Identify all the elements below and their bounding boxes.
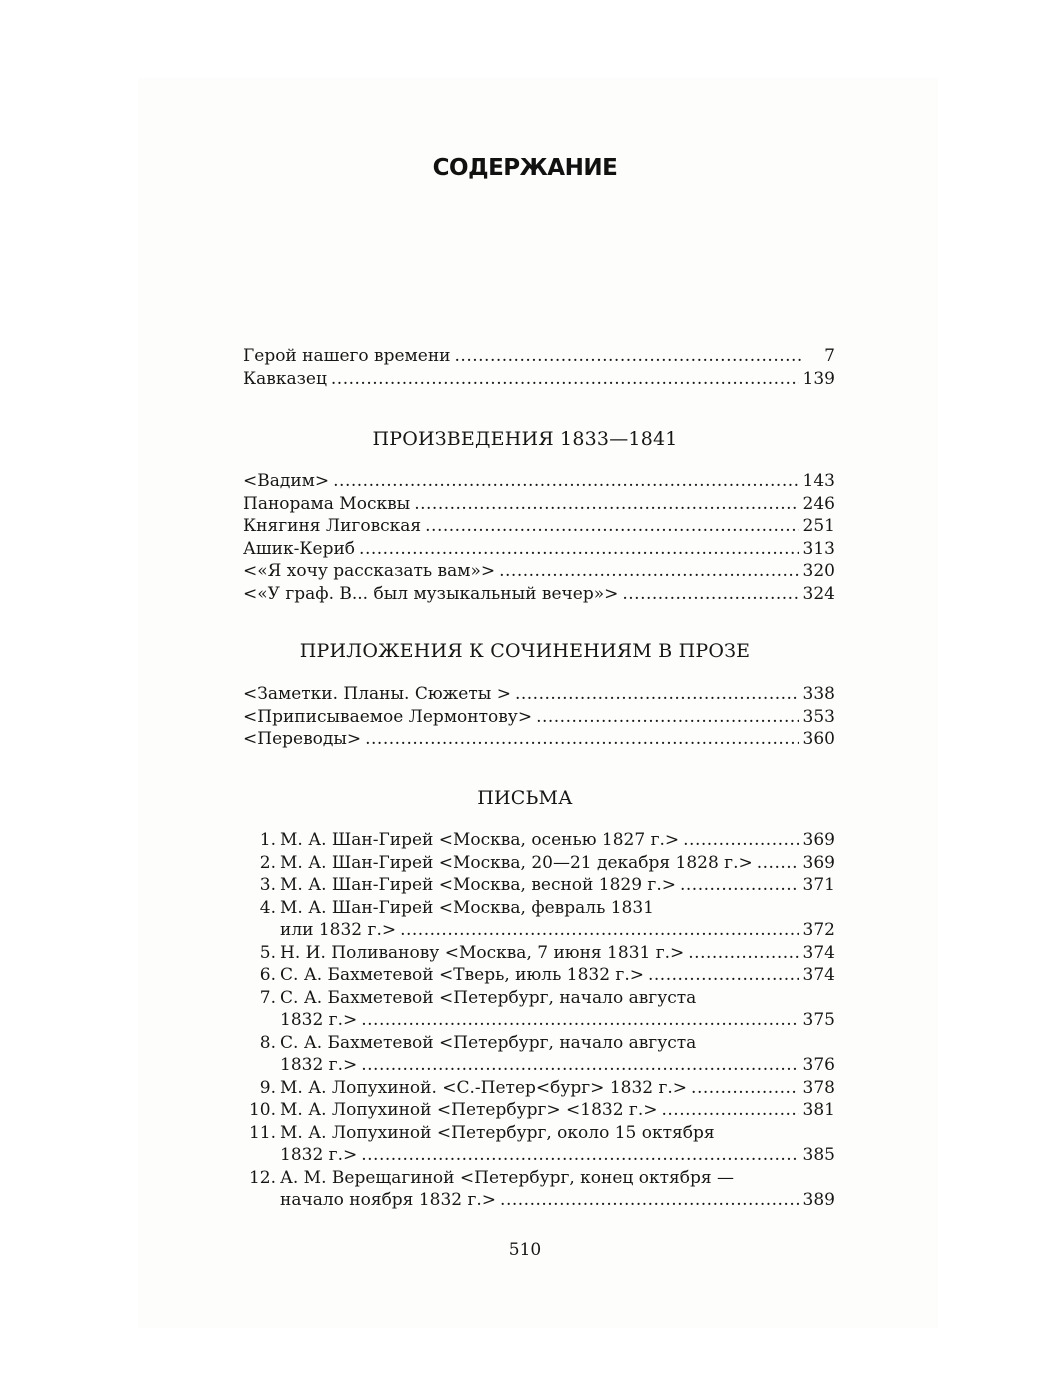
toc-entry-title: <«У граф. В... был музыкальный вечер»> xyxy=(243,583,619,604)
letter-page: 371 xyxy=(802,875,835,895)
toc-entry-title: <«Я хочу рассказать вам»> xyxy=(243,561,496,581)
letter-page: 369 xyxy=(802,852,835,873)
letter-entry[interactable] xyxy=(243,1099,835,1122)
letter-title: 1832 г.> xyxy=(280,1010,358,1030)
letter-number: 5. xyxy=(259,942,276,963)
letter-number: 1. xyxy=(259,830,276,850)
dot-leader xyxy=(361,1144,798,1167)
letter-page: 385 xyxy=(802,1145,835,1165)
letter-page: 389 xyxy=(802,1190,835,1210)
toc-entry[interactable] xyxy=(243,728,835,751)
letter-title-final-line xyxy=(280,1189,835,1212)
letter-title-final-line xyxy=(280,1009,835,1032)
letter-number: 12. xyxy=(248,1167,276,1188)
dot-leader xyxy=(691,1077,799,1100)
toc-entry-title: <Заметки. Планы. Сюжеты > xyxy=(243,684,511,704)
letter-title: Н. И. Поливанову <Москва, 7 июня 1831 г.> xyxy=(280,942,685,963)
letter-title: начало ноября 1832 г.> xyxy=(280,1190,497,1210)
letter-entry[interactable] xyxy=(243,1077,835,1100)
toc-group-works xyxy=(243,470,835,605)
letter-title: М. А. Шан-Гирей <Москва, 20—21 декабря 1828 г.> xyxy=(280,852,753,873)
letter-number: 9. xyxy=(259,1077,276,1098)
toc-entry[interactable] xyxy=(243,515,835,538)
toc-entry[interactable] xyxy=(243,583,835,606)
toc-entry[interactable] xyxy=(243,345,835,368)
letter-number: 7. xyxy=(259,987,276,1008)
toc-entry[interactable] xyxy=(243,538,835,561)
toc-group-letters xyxy=(243,829,835,1212)
dot-leader xyxy=(757,852,799,875)
dot-leader xyxy=(455,345,801,368)
toc-entry-page: 139 xyxy=(802,368,835,389)
letter-title-final-line xyxy=(280,919,835,942)
letter-title-line: М. А. Шан-Гирей <Москва, февраль 1831 xyxy=(280,897,654,918)
letter-number: 8. xyxy=(259,1032,276,1053)
letter-entry[interactable] xyxy=(243,829,835,852)
dot-leader xyxy=(400,919,798,942)
toc-entry-page: 143 xyxy=(802,471,835,491)
letter-entry[interactable] xyxy=(243,1167,835,1212)
letter-page: 376 xyxy=(802,1055,835,1075)
letter-entry[interactable] xyxy=(243,1122,835,1167)
letter-page: 372 xyxy=(802,920,835,940)
dot-leader xyxy=(683,829,798,852)
letter-entry[interactable] xyxy=(243,942,835,965)
dot-leader xyxy=(361,1009,798,1032)
letter-title-final-line xyxy=(280,1077,835,1100)
dot-leader xyxy=(515,683,799,706)
letter-title: М. А. Шан-Гирей <Москва, весной 1829 г.> xyxy=(280,875,676,895)
toc-entry[interactable] xyxy=(243,706,835,729)
toc-entry-page: 338 xyxy=(802,684,835,704)
toc-entry-title: <Приписываемое Лермонтову> xyxy=(243,706,533,727)
letter-title-line: А. М. Верещагиной <Петербург, конец октября — xyxy=(280,1167,735,1188)
toc-entry[interactable] xyxy=(243,493,835,516)
letter-title: М. А. Лопухиной <Петербург> <1832 г.> xyxy=(280,1100,658,1120)
letter-title: 1832 г.> xyxy=(280,1145,358,1165)
letter-title-final-line xyxy=(280,1144,835,1167)
toc-entry-page: 251 xyxy=(802,516,835,536)
letter-entry[interactable] xyxy=(243,852,835,875)
section-heading: ПРИЛОЖЕНИЯ К СОЧИНЕНИЯМ В ПРОЗЕ xyxy=(299,640,751,662)
letter-number: 3. xyxy=(259,875,276,895)
letter-number: 11. xyxy=(248,1122,276,1143)
section-heading: ПИСЬМА xyxy=(477,787,573,809)
letter-title-final-line xyxy=(280,829,835,852)
dot-leader xyxy=(499,560,798,583)
toc-entry-page: 246 xyxy=(802,493,835,514)
dot-leader xyxy=(361,1054,798,1077)
letter-page: 369 xyxy=(802,830,835,850)
letter-title-final-line xyxy=(280,964,835,987)
dot-leader xyxy=(359,538,799,561)
letter-entry[interactable] xyxy=(243,987,835,1032)
toc-entry[interactable] xyxy=(243,470,835,493)
letter-entry[interactable] xyxy=(243,1032,835,1077)
toc-entry-title: Княгиня Лиговская xyxy=(243,516,422,536)
letter-title: С. А. Бахметевой <Тверь, июль 1832 г.> xyxy=(280,965,644,985)
section-heading: ПРОИЗВЕДЕНИЯ 1833—1841 xyxy=(372,428,678,450)
dot-leader xyxy=(500,1189,799,1212)
page-number: 510 xyxy=(508,1240,542,1260)
letter-title-line: М. А. Лопухиной <Петербург, около 15 октября xyxy=(280,1122,715,1143)
toc-entry-title: Герой нашего времени xyxy=(243,346,451,366)
toc-group-appendix xyxy=(243,683,835,751)
dot-leader xyxy=(622,583,798,606)
letter-number: 10. xyxy=(248,1100,276,1120)
letter-title-final-line xyxy=(280,852,835,875)
dot-leader xyxy=(331,368,799,391)
toc-entry-page: 360 xyxy=(802,729,835,749)
toc-entry-title: <Вадим> xyxy=(243,471,330,491)
dot-leader xyxy=(680,874,799,897)
letter-title: 1832 г.> xyxy=(280,1055,358,1075)
toc-entry-page: 7 xyxy=(824,346,835,366)
letter-title: М. А. Лопухиной. <С.-Петер<бург> 1832 г.> xyxy=(280,1077,688,1098)
toc-entry-page: 313 xyxy=(802,538,835,559)
toc-entry[interactable] xyxy=(243,560,835,583)
letter-title-final-line xyxy=(280,874,835,897)
toc-entry-title: Кавказец xyxy=(243,368,327,389)
letter-number: 4. xyxy=(259,897,276,918)
letter-page: 374 xyxy=(802,965,835,985)
letter-page: 378 xyxy=(802,1077,835,1098)
toc-entry-page: 324 xyxy=(802,583,835,604)
dot-leader xyxy=(365,728,798,751)
letter-page: 375 xyxy=(802,1010,835,1030)
toc-entry[interactable] xyxy=(243,368,835,391)
toc-entry[interactable] xyxy=(243,683,835,706)
letter-entry[interactable] xyxy=(243,897,835,942)
letter-page: 381 xyxy=(802,1100,835,1120)
dot-leader xyxy=(662,1099,799,1122)
letter-title-line: С. А. Бахметевой <Петербург, начало августа xyxy=(280,1032,697,1053)
dot-leader xyxy=(333,470,798,493)
toc-entry-title: <Переводы> xyxy=(243,729,362,749)
dot-leader xyxy=(425,515,798,538)
letter-title-final-line xyxy=(280,1054,835,1077)
toc-entry-title: Ашик-Кериб xyxy=(243,538,356,559)
toc-entry-page: 320 xyxy=(802,561,835,581)
toc-group-main xyxy=(243,345,835,390)
letter-title: М. А. Шан-Гирей <Москва, осенью 1827 г.> xyxy=(280,830,680,850)
dot-leader xyxy=(648,964,799,987)
page-title: СОДЕРЖАНИЕ xyxy=(432,155,618,181)
letter-page: 374 xyxy=(802,942,835,963)
letter-title-line: С. А. Бахметевой <Петербург, начало августа xyxy=(280,987,697,1008)
letter-number: 2. xyxy=(259,852,276,873)
letter-title-final-line xyxy=(280,942,835,965)
letter-title: или 1832 г.> xyxy=(280,920,397,940)
letter-entry[interactable] xyxy=(243,964,835,987)
letter-number: 6. xyxy=(259,965,276,985)
dot-leader xyxy=(536,706,798,729)
letter-title-final-line xyxy=(280,1099,835,1122)
dot-leader xyxy=(414,493,798,516)
toc-entry-title: Панорама Москвы xyxy=(243,493,411,514)
dot-leader xyxy=(688,942,798,965)
toc-entry-page: 353 xyxy=(802,706,835,727)
letter-entry[interactable] xyxy=(243,874,835,897)
